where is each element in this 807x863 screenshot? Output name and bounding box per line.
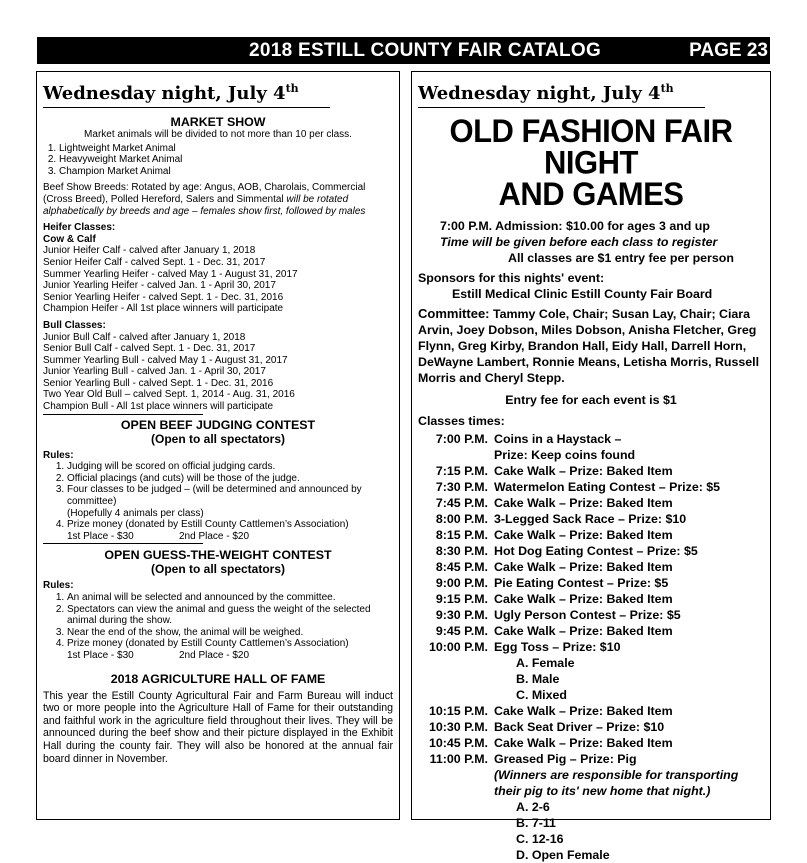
list-item: Junior Yearling Bull - calved Jan. 1 - April 30, 2017 xyxy=(43,366,266,378)
heifer-classes-title: Heifer Classes: xyxy=(43,222,116,234)
schedule-row: 9:15 P.M. Cake Walk – Prize: Baked Item xyxy=(435,592,673,606)
list-item: Senior Heifer Calf - calved Sept. 1 - Dec. 31, 2017 xyxy=(43,256,266,268)
list-item: 3. Champion Market Animal xyxy=(59,166,393,178)
greased-pig-class: B. 7-11 xyxy=(516,816,556,830)
rules-label: Rules: xyxy=(43,449,74,461)
list-item: 2. Heavyweight Market Animal xyxy=(59,154,393,166)
greased-pig-note: (Winners are responsible for transporting their pig to its' new home that night.) xyxy=(494,768,739,798)
sponsors-list: Estill Medical Clinic Estill County Fair Board xyxy=(452,287,713,301)
egg-toss-class: A. Female xyxy=(516,656,575,670)
divider xyxy=(43,107,330,108)
schedule xyxy=(418,431,764,863)
schedule-row: 8:00 P.M. 3-Legged Sack Race – Prize: $10 xyxy=(435,512,687,526)
entry-fee-note: All classes are $1 entry fee per person xyxy=(508,251,734,265)
schedule-row: 10:00 P.M. Egg Toss – Prize: $10 xyxy=(428,640,621,654)
schedule-row: 7:30 P.M. Watermelon Eating Contest – Prize: $5 xyxy=(435,480,721,494)
schedule-row: 10:15 P.M. Cake Walk – Prize: Baked Item xyxy=(428,704,673,718)
list-item: 1. An animal will be selected and announced by the committee. xyxy=(67,592,393,604)
catalog-title: 2018 ESTILL COUNTY FAIR CATALOG xyxy=(249,40,602,61)
left-column xyxy=(36,71,400,820)
register-note: Time will be given before each class to register xyxy=(440,235,718,249)
list-item: 1. Judging will be scored on official judging cards. xyxy=(67,461,393,473)
admission-text: 7:00 P.M. Admission: $10.00 for ages 3 and up xyxy=(440,219,710,233)
schedule-row: 7:00 P.M. Coins in a Haystack – xyxy=(435,432,622,446)
divider xyxy=(418,107,705,108)
greased-pig-class: A. 2-6 xyxy=(516,800,550,814)
schedule-row: 8:45 P.M. Cake Walk – Prize: Baked Item xyxy=(435,560,673,574)
hall-of-fame-body: This year the Estill County Agricultural Fair and Farm Bureau will induct two or more people into the Agriculture Hall of Fame for their outstanding and faithful work in the agriculture field throughout their lives. They will be announced during the beef show and their picture displayed in the Exhibit Hall during the county fair. They will also be honored at the annual fair board dinner in November. xyxy=(43,689,393,765)
schedule-row: 7:45 P.M. Cake Walk – Prize: Baked Item xyxy=(435,496,673,510)
fair-night-title: OLD FASHION FAIR NIGHT AND GAMES xyxy=(449,112,733,213)
egg-toss-class: B. Male xyxy=(516,672,560,686)
schedule-row: 10:45 P.M. Cake Walk – Prize: Baked Item xyxy=(428,736,673,750)
divider xyxy=(43,414,203,415)
page-banner xyxy=(37,37,770,64)
beef-breeds: Beef Show Breeds: Rotated by age: Angus, AOB, Charolais, Commercial (Cross Breed), Polled Hereford, Salers and Simmental will be rotated alphabetically by breeds and age – females show first, followed by males xyxy=(43,182,366,217)
list-item: Champion Heifer - All 1st place winners will participate xyxy=(43,303,284,315)
right-header: Wednesday night, July 4th xyxy=(418,82,674,104)
schedule-row: 7:15 P.M. Cake Walk – Prize: Baked Item xyxy=(435,464,673,478)
list-item: Two Year Old Bull – calved Sept. 1, 2014 - Aug. 31, 2016 xyxy=(43,389,295,401)
schedule-row: 9:30 P.M. Ugly Person Contest – Prize: $5 xyxy=(435,608,681,622)
list-item: Junior Yearling Heifer - calved Jan. 1 - April 30, 2017 xyxy=(43,280,276,292)
sponsors-label: Sponsors for this nights' event: xyxy=(418,271,605,285)
bull-classes-title: Bull Classes: xyxy=(43,319,106,331)
left-header: Wednesday night, July 4th xyxy=(43,82,299,104)
market-intro: Market animals will be divided to not more than 10 per class. xyxy=(84,129,352,140)
judging-contest-title: OPEN BEEF JUDGING CONTEST xyxy=(120,417,316,432)
list-item: Senior Yearling Bull - calved Sept. 1 - Dec. 31, 2016 xyxy=(43,377,274,389)
list-item: 4. Prize money (donated by Estill County Cattlemen’s Association) 1st Place - $30 2nd Place - $20 xyxy=(67,519,393,542)
schedule-row: 11:00 P.M. Greased Pig – Prize: Pig xyxy=(429,752,637,766)
list-item: Summer Yearling Heifer - calved May 1 - August 31, 2017 xyxy=(43,268,298,280)
market-show-title: MARKET SHOW xyxy=(170,115,266,129)
list-item: 2. Official placings (and cuts) will be those of the judge. xyxy=(67,473,393,485)
right-column xyxy=(411,71,771,862)
egg-toss-class: C. Mixed xyxy=(516,688,567,702)
list-item: Senior Yearling Heifer - calved Sept. 1 - Dec. 31, 2016 xyxy=(43,291,284,303)
schedule-row: 9:00 P.M. Pie Eating Contest – Prize: $5 xyxy=(435,576,669,590)
cow-calf-subtitle: Cow & Calf xyxy=(43,233,96,245)
guess-weight-subtitle: (Open to all spectators) xyxy=(150,562,286,577)
list-item: 4. Prize money (donated by Estill County Cattlemen’s Association) 1st Place - $30 2nd Place - $20 xyxy=(67,638,393,661)
list-item: Summer Yearling Bull - calved May 1 - August 31, 2017 xyxy=(43,354,288,366)
hall-of-fame-title: 2018 AGRICULTURE HALL OF FAME xyxy=(110,671,326,686)
divider xyxy=(43,543,203,544)
list-item: 3. Near the end of the show, the animal will be weighed. xyxy=(67,627,393,639)
schedule-row: 8:15 P.M. Cake Walk – Prize: Baked Item xyxy=(435,528,673,542)
list-item: Junior Bull Calf - calved after January 1, 2018 xyxy=(43,331,246,343)
committee: Committee: Tammy Cole, Chair; Susan Lay, Chair; Ciara Arvin, Joey Dobson, Miles Dobson, Anisha Fletcher, Greg Flynn, Greg Kirby, Brandon Hall, Eidy Hall, Darrell Horn, DeWayne Lambert, Ronnie Means, Letisha Morris, Russell Morris and Cheryl Stepp. xyxy=(418,306,760,385)
guess-weight-title: OPEN GUESS-THE-WEIGHT CONTEST xyxy=(104,548,332,563)
entry-fee-each: Entry fee for each event is $1 xyxy=(505,393,677,407)
list-item: 3. Four classes to be judged – (will be determined and announced by committee) (Hopefully 4 animals per class) xyxy=(67,484,393,519)
schedule-row: 8:30 P.M. Hot Dog Eating Contest – Prize: $5 xyxy=(435,544,698,558)
list-item: 1. Lightweight Market Animal xyxy=(59,143,393,155)
list-item: 2. Spectators can view the animal and guess the weight of the selected animal during the show. xyxy=(67,604,393,627)
list-item: Senior Bull Calf - calved Sept. 1 - Dec. 31, 2017 xyxy=(43,343,256,355)
market-list xyxy=(43,143,393,178)
schedule-row: Prize: Keep coins found xyxy=(494,448,636,462)
rules-label: Rules: xyxy=(43,580,74,592)
list-item: Junior Heifer Calf - calved after January 1, 2018 xyxy=(43,245,256,257)
schedule-row: 9:45 P.M. Cake Walk – Prize: Baked Item xyxy=(435,624,673,638)
page-number: PAGE 23 xyxy=(689,40,768,61)
greased-pig-class: C. 12-16 xyxy=(516,832,564,846)
schedule-row: 10:30 P.M. Back Seat Driver – Prize: $10 xyxy=(428,720,665,734)
greased-pig-class: D. Open Female xyxy=(516,848,610,862)
classes-times-label: Classes times: xyxy=(418,414,505,428)
list-item: Champion Bull - All 1st place winners will participate xyxy=(43,401,274,413)
judging-contest-subtitle: (Open to all spectators) xyxy=(150,431,286,446)
